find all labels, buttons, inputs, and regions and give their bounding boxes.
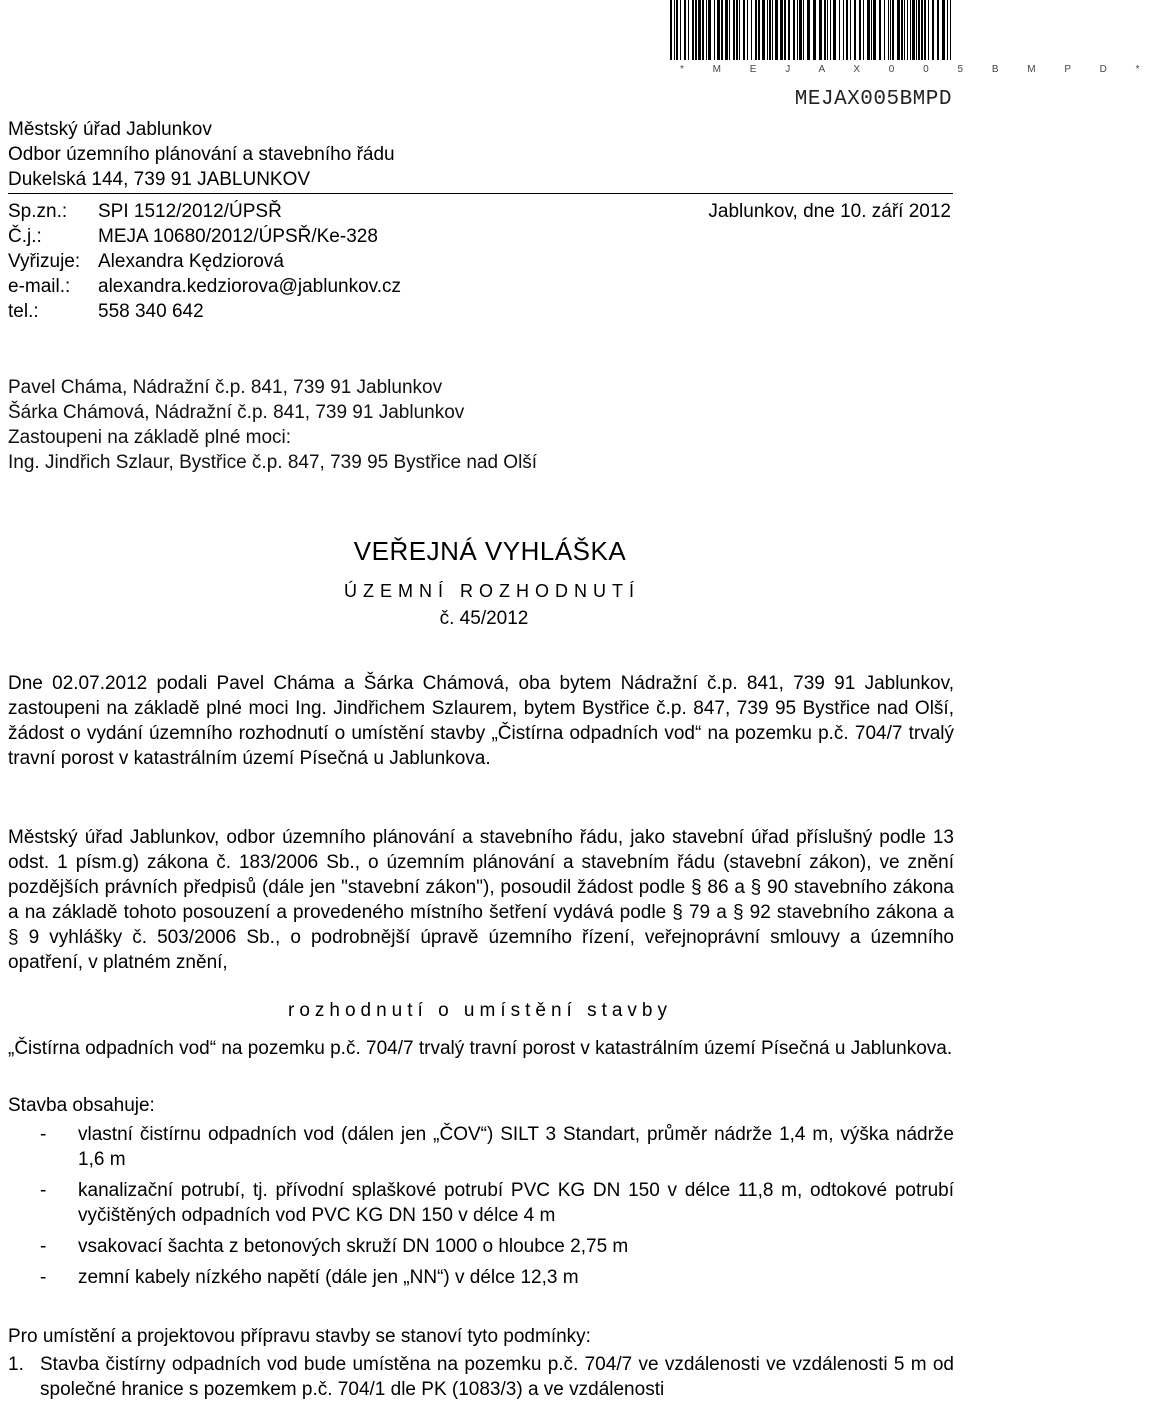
barcode-bar [916,0,917,60]
barcode-bar [827,0,828,60]
barcode-bar [824,0,826,60]
list-item [8,1178,954,1228]
barcode-bar [863,0,864,60]
barcode-bar [680,0,681,60]
barcode-bar [739,0,740,60]
barcode-bar [775,0,778,60]
barcode-bar [676,0,678,60]
condition-text: Stavba čistírny odpadních vod bude umístěna na pozemku p.č. 704/7 ve vzdálenosti ve vzdálenosti 5 m od společné hranice s pozemkem p.č. 704/1 dle PK (1083/3) a ve vzdálenosti [40,1354,954,1400]
list-item-text: zemní kabely nízkého napětí (dále jen „NN“) v délce 12,3 m [78,1267,579,1288]
barcode-bar [942,0,945,60]
barcode-bar [797,0,798,60]
barcode-bar [743,0,745,60]
ref-value: 558 340 642 [98,301,204,322]
condition-number: 1. [8,1354,24,1375]
list-item-text: kanalizační potrubí, tj. přívodní splaškové potrubí PVC KG DN 150 v délce 11,8 m, odtokové potrubí vyčištěných odpadních vod PVC KG DN 150 v délce 4 m [78,1180,954,1226]
list-bullet: - [40,1267,47,1288]
barcode-bar [846,0,848,60]
document-code: MEJAX005BMPD [794,88,952,111]
barcode-bar [867,0,870,60]
barcode-bar [807,0,810,60]
barcode-bar [890,0,891,60]
list-bullet: - [40,1124,47,1145]
barcode-bar [695,0,697,60]
barcode-bar [907,0,908,60]
barcode-bar [819,0,822,60]
barcode-bar [793,0,795,60]
barcode-bar [884,0,885,60]
list-item [8,1122,954,1172]
paragraph-authority-text: Městský úřad Jablunkov, odbor územního plánování a stavebního řádu, jako stavební úřad příslušný podle 13 odst. 1 písm.g) zákona č. 183/2006 Sb., o územním plánování a stavebním řádu (stavební zákon), ve znění pozdějších právních předpisů (dále jen "stavební zákon"), posoudil žádost podle § 86 a § 90 stavebního zákona a na základě tohoto posouzení a provedeného místního šetření vydává podle § 79 a § 92 stavebního zákona a § 9 vyhlášky č. 503/2006 Sb., o podrobnější úpravě územního řízení, veřejnoprávní smlouvy a územního opatření, v platném znění, [8,827,954,973]
barcode-bar [833,0,836,60]
recipient-line: Zastoupeni na základě plné moci: [8,427,292,448]
barcode-bar [924,0,926,60]
sender-office: Městský úřad Jablunkov [8,119,212,140]
barcode-bar [772,0,773,60]
barcode-bar [904,0,905,60]
document-title: VEŘEJNÁ VYHLÁŠKA [353,536,627,566]
barcode-bar [897,0,900,60]
ref-value: MEJA 10680/2012/ÚPSŘ/Ke-328 [98,226,378,247]
barcode-bar [698,0,701,60]
barcode-bar [918,0,920,60]
recipient-line: Šárka Chámová, Nádražní č.p. 841, 739 91 Jablunkov [8,402,465,423]
barcode-bar [859,0,861,60]
decision-heading: rozhodnutí o umístění stavby [288,1000,672,1021]
barcode-bar [950,0,951,60]
barcode-bar [736,0,738,60]
barcode-bar [799,0,802,60]
conditions-intro: Pro umístění a projektovou přípravu stavby se stanoví tyto podmínky: [8,1326,591,1347]
barcode-bar [871,0,872,60]
building-contents-intro: Stavba obsahuje: [8,1095,155,1116]
barcode-bar [762,0,765,60]
reference-block [8,199,401,324]
ref-label: e-mail.: [8,276,71,297]
list-item-text: vlastní čistírnu odpadních vod (dálen jen „ČOV“) SILT 3 Standart, průměr nádrže 1,4 m, výška nádrže 1,6 m [78,1124,954,1170]
ref-row-phone [8,299,401,324]
email-link[interactable]: alexandra.kedziorova@jablunkov.cz [98,276,402,297]
barcode-bar [803,0,804,60]
barcode-bar [692,0,694,60]
list-item [8,1265,954,1290]
sender-street: Dukelská 144, 739 91 JABLUNKOV [8,169,311,190]
barcode-bar [688,0,689,60]
paragraph-building: „Čistírna odpadních vod“ na pozemku p.č. 704/7 trvalý travní porost v katastrálním území Písečná u Jablunkova. [8,1038,953,1059]
barcode-bar [670,0,672,60]
barcode-image [668,0,958,70]
barcode-bar [839,0,840,60]
ref-value: SPI 1512/2012/ÚPSŘ [98,201,282,222]
building-contents-list [8,1122,954,1296]
barcode-bar [879,0,881,60]
sender-address [8,117,395,192]
ref-label: Sp.zn.: [8,201,68,222]
place-date: Jablunkov, dne 10. září 2012 [708,201,951,222]
barcode-bar [714,0,715,60]
ref-label: Vyřizuje: [8,251,81,272]
list-item-text: vsakovací šachta z betonových skruží DN 1000 o hloubce 2,75 m [78,1236,629,1257]
barcode-caption: * M E J A X 0 0 5 B M P D * [680,64,1153,75]
list-bullet: - [40,1236,47,1257]
barcode-bar [755,0,757,60]
barcode-bar [702,0,704,60]
barcode-bar [813,0,816,60]
ref-row-email [8,274,401,299]
barcode-bar [947,0,948,60]
paragraph-application: Dne 02.07.2012 podali Pavel Cháma a Šárka Chámová, oba bytem Nádražní č.p. 841, 739 91 Jablunkov, zastoupeni na základě plné moci Ing. Jindřichem Szlaurem, bytem Bystřice č.p. 847, 739 95 Bystřice nad Olší, žádost o vydání územního rozhodnutí o umístění stavby „Čistírna odpadních vod“ na pozemku p.č. 704/7 trvalý travní porost v katastrálním území Písečná u Jablunkova. [8,673,954,769]
barcode-bar [901,0,903,60]
barcode-bar [932,0,934,60]
barcode-bar [758,0,760,60]
barcode-bar [721,0,723,60]
barcode-bar [788,0,790,60]
ref-row-spzn [8,199,401,224]
barcode-bar [733,0,735,60]
barcode-bar [725,0,728,60]
barcode-bar [854,0,856,60]
barcode-bar [850,0,851,60]
barcode-bar [717,0,720,60]
document-number: č. 45/2012 [439,608,529,629]
barcode-bar [780,0,783,60]
ref-row-cj [8,224,401,249]
ref-value: Alexandra Kędziorová [98,251,284,272]
barcode-bar [830,0,831,60]
recipient-line: Pavel Cháma, Nádražní č.p. 841, 739 91 Jablunkov [8,377,443,398]
barcode-bar [843,0,844,60]
paragraph-authority [8,825,954,975]
barcode-bars [668,0,958,62]
barcode-bar [767,0,768,60]
barcode-bar [921,0,923,60]
barcode-bar [892,0,894,60]
barcode-bar [888,0,889,60]
barcode-bar [784,0,786,60]
barcode-bar [873,0,876,60]
ref-row-vyrizuje [8,249,401,274]
barcode-bar [769,0,771,60]
barcode-bar [747,0,748,60]
barcode-bar [928,0,929,60]
barcode-bar [729,0,730,60]
barcode-bar [751,0,752,60]
barcode-bar [708,0,711,60]
recipient-line: Ing. Jindřich Szlaur, Bystřice č.p. 847, 739 95 Bystřice nad Olší [8,452,538,473]
recipients-block [8,375,537,475]
ref-label: tel.: [8,301,39,322]
sender-department: Odbor územního plánování a stavebního řádu [8,144,395,165]
condition-item [8,1352,954,1402]
barcode-bar [937,0,939,60]
document-subtitle: ÚZEMNÍ ROZHODNUTÍ [344,581,640,601]
barcode-bar [912,0,915,60]
header-divider [8,193,953,194]
barcode-bar [674,0,675,60]
list-bullet: - [40,1180,47,1201]
barcode-bar [684,0,686,60]
ref-label: Č.j.: [8,226,42,247]
barcode-bar [706,0,707,60]
list-item [8,1234,954,1259]
barcode-bar [910,0,911,60]
